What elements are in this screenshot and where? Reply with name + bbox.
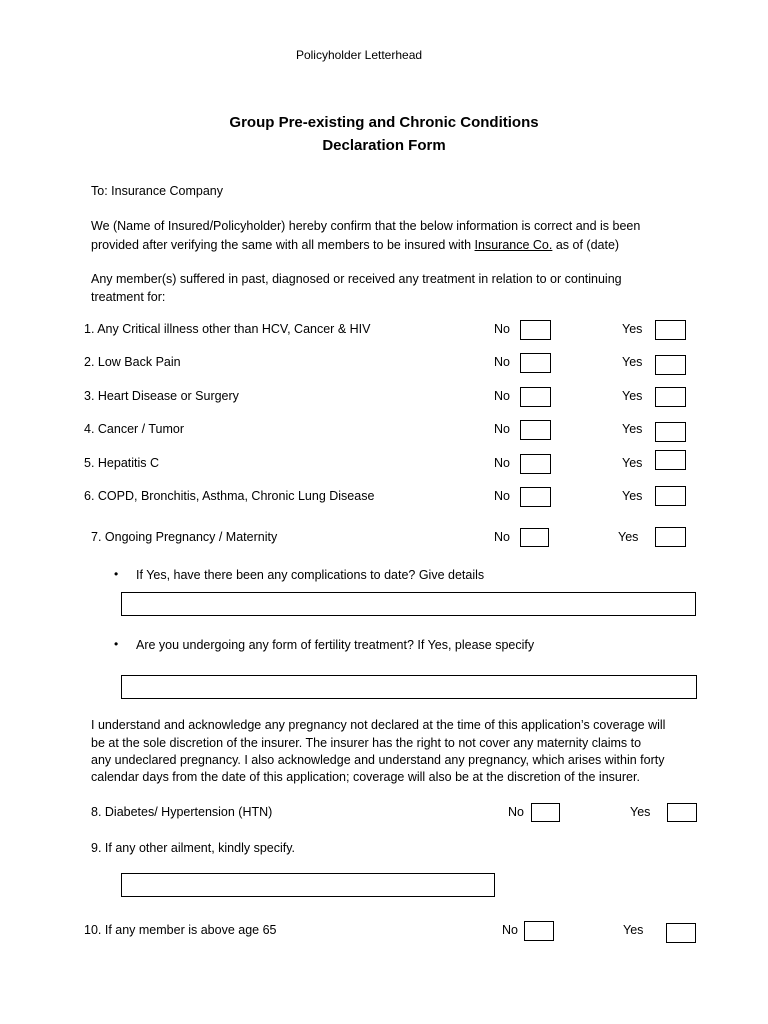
form-title-line-2: Declaration Form [322, 137, 446, 154]
q8-no-checkbox[interactable] [531, 803, 560, 822]
q10-no-checkbox[interactable] [524, 921, 554, 941]
condition-7-no-label: No [494, 530, 510, 544]
complications-question: If Yes, have there been any complications to date? Give details [136, 568, 485, 582]
condition-2-no-checkbox[interactable] [520, 353, 551, 373]
condition-2-no-label: No [494, 355, 510, 369]
q8-no-label: No [508, 805, 524, 819]
condition-3-label: 3. Heart Disease or Surgery [84, 389, 239, 403]
q8-yes-label: Yes [630, 805, 651, 819]
condition-3-no-checkbox[interactable] [520, 387, 551, 407]
condition-2-label: 2. Low Back Pain [84, 355, 181, 369]
q10-no-label: No [502, 923, 518, 937]
letterhead: Policyholder Letterhead [295, 48, 423, 62]
question-intro-line-1: Any member(s) suffered in past, diagnosed or received any treatment in relation to or continuing [91, 272, 622, 286]
q10-yes-checkbox[interactable] [666, 923, 696, 943]
complications-details-field[interactable] [121, 592, 696, 616]
condition-5-no-checkbox[interactable] [520, 454, 551, 474]
condition-4-label: 4. Cancer / Tumor [84, 422, 185, 436]
condition-7-label: 7. Ongoing Pregnancy / Maternity [91, 530, 278, 544]
condition-1-label: 1. Any Critical illness other than HCV, Cancer & HIV [84, 322, 371, 336]
condition-6-no-label: No [494, 489, 510, 503]
q8-label: 8. Diabetes/ Hypertension (HTN) [91, 805, 273, 819]
condition-3-yes-label: Yes [622, 389, 643, 403]
other-ailment-field[interactable] [121, 873, 495, 897]
acknowledgement-line-2: be at the sole discretion of the insurer. The insurer has the right to not cover any maternity claims to [91, 736, 642, 750]
q10-yes-label: Yes [623, 923, 644, 937]
acknowledgement-line-1: I understand and acknowledge any pregnancy not declared at the time of this application’s coverage will [91, 718, 666, 732]
condition-5-label: 5. Hepatitis C [84, 456, 160, 470]
condition-2-yes-checkbox[interactable] [655, 355, 686, 375]
fertility-question: Are you undergoing any form of fertility treatment? If Yes, please specify [136, 638, 535, 652]
intro-line-2-start: provided after verifying the same with all members to be insured with [91, 238, 472, 252]
q8-yes-checkbox[interactable] [667, 803, 697, 822]
insurer-name: Insurance Co. [474, 238, 553, 252]
condition-6-yes-checkbox[interactable] [655, 486, 686, 506]
acknowledgement-line-4: calendar days from the date of this application; coverage will also be at the discretion of the insurer. [91, 770, 640, 784]
intro-line-2 [91, 237, 619, 253]
condition-5-yes-checkbox[interactable] [655, 450, 686, 470]
question-intro-line-2: treatment for: [91, 290, 166, 304]
condition-4-yes-label: Yes [622, 422, 643, 436]
condition-4-no-checkbox[interactable] [520, 420, 551, 440]
form-title-line-1: Group Pre-existing and Chronic Conditions [229, 114, 539, 131]
condition-5-no-label: No [494, 456, 510, 470]
bullet-dot: • [114, 637, 119, 651]
intro-line-1: We (Name of Insured/Policyholder) hereby confirm that the below information is correct and is been [91, 219, 641, 233]
condition-3-no-label: No [494, 389, 510, 403]
condition-6-yes-label: Yes [622, 489, 643, 503]
condition-6-label: 6. COPD, Bronchitis, Asthma, Chronic Lung Disease [84, 489, 375, 503]
condition-1-no-checkbox[interactable] [520, 320, 551, 340]
condition-6-no-checkbox[interactable] [520, 487, 551, 507]
fertility-details-field[interactable] [121, 675, 697, 699]
q10-label: 10. If any member is above age 65 [84, 923, 277, 937]
condition-5-yes-label: Yes [622, 456, 643, 470]
condition-2-yes-label: Yes [622, 355, 643, 369]
intro-line-2-end: as of (date) [555, 238, 620, 252]
condition-7-no-checkbox[interactable] [520, 528, 549, 547]
condition-3-yes-checkbox[interactable] [655, 387, 686, 407]
acknowledgement-line-3: any undeclared pregnancy. I also acknowledge and understand any pregnancy, which arises within forty [91, 753, 665, 767]
to-line: To: Insurance Company [91, 184, 224, 198]
condition-1-no-label: No [494, 322, 510, 336]
condition-7-yes-checkbox[interactable] [655, 527, 686, 547]
bullet-dot: • [114, 567, 119, 581]
condition-1-yes-label: Yes [622, 322, 643, 336]
condition-1-yes-checkbox[interactable] [655, 320, 686, 340]
condition-7-yes-label: Yes [618, 530, 639, 544]
q9-label: 9. If any other ailment, kindly specify. [91, 841, 296, 855]
condition-4-no-label: No [494, 422, 510, 436]
condition-4-yes-checkbox[interactable] [655, 422, 686, 442]
